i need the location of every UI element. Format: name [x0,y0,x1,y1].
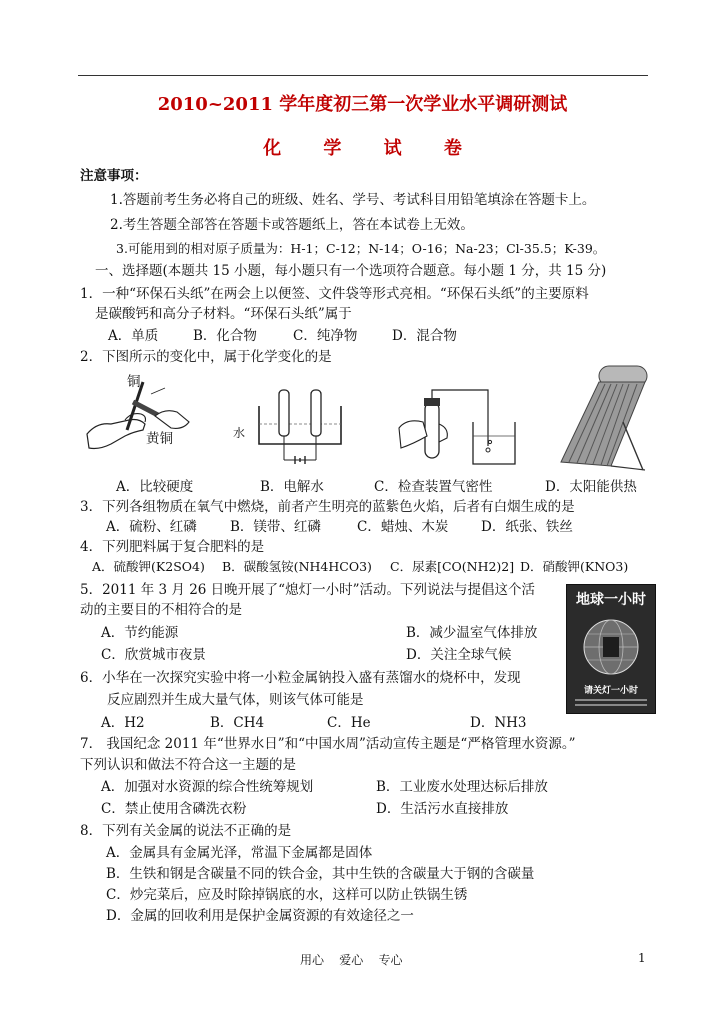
q6-option-c: C．He [327,715,371,731]
q3-option-c: C．蜡烛、木炭 [357,519,449,535]
q1-option-c: C．纯净物 [293,328,358,344]
q6-option-d: D．NH3 [470,715,527,731]
label-brass: 黄铜 [146,431,173,447]
q5-option-a: A．节约能源 [101,625,179,641]
q4-stem: 4．下列肥料属于复合肥料的是 [80,539,265,555]
label-copper: 铜 [127,374,141,390]
q1-stem-line1: 1．一种“环保石头纸”在两会上以便签、文件袋等形式亮相。“环保石头纸”的主要原料 [80,286,589,302]
q2-option-a: A．比较硬度 [116,479,194,495]
q7-option-b: B．工业废水处理达标后排放 [376,779,548,795]
notice-item-1: 1.答题前考生务必将自己的班级、姓名、学号、考试科目用铅笔填涂在答题卡上。 [110,192,596,208]
q7-stem-line1: 7． 我国纪念 2011 年“世界水日”和“中国水周”活动宣传主题是“严格管理水资源。” [80,736,576,752]
q8-option-b: B．生铁和钢是含碳量不同的铁合金，其中生铁的含碳量大于钢的含碳量 [106,866,535,882]
q1-stem-line2: 是碳酸钙和高分子材料。“环保石头纸”属于 [95,306,352,322]
q6-option-a: A．H2 [101,715,145,731]
q1-option-b: B．化合物 [193,328,257,344]
poster-title: 地球一小时 [576,592,646,608]
q7-stem-line2: 下列认识和做法不符合这一主题的是 [80,757,296,773]
q7-option-a: A．加强对水资源的综合性统筹规划 [101,779,314,795]
q3-option-d: D．纸张、铁丝 [481,519,573,535]
q3-option-b: B．镁带、红磷 [230,519,321,535]
exam-title: 2010~2011 学年度初三第一次学业水平调研测试 [157,94,568,115]
notice-item-3: 3.可能用到的相对原子质量为：H-1；C-12；N-14；O-16；Na-23；Cl-35.5；K-39。 [116,241,606,256]
exam-subject: 化 学 试 卷 [263,138,480,159]
q7-option-d: D．生活污水直接排放 [376,801,509,817]
q1-option-d: D．混合物 [392,328,457,344]
header-rule [78,75,648,76]
page-number: 1 [638,951,646,965]
solar-heater-figure [553,362,653,474]
q4-option-b: B．碳酸氢铵(NH4HCO3) [222,559,372,574]
q5-option-b: B．减少温室气体排放 [406,625,538,641]
earth-hour-poster [566,584,656,714]
footer-motto: 用心 爱心 专心 [300,953,403,967]
q8-option-c: C．炒完菜后，应及时除掉锅底的水，这样可以防止铁锅生锈 [106,887,468,903]
q4-option-d: D．硝酸钾(KNO3) [520,559,629,574]
q5-option-c: C．欣赏城市夜景 [101,647,206,663]
q6-stem-line2: 反应剧烈并生成大量气体，则该气体可能是 [107,692,364,708]
globe-icon [581,617,641,677]
q4-option-c: C．尿素[CO(NH2)2] [390,559,515,574]
q5-option-d: D．关注全球气候 [406,647,512,663]
q5-stem-line1: 5．2011 年 3 月 26 日晚开展了“熄灯一小时”活动。下列说法与提倡这个活 [80,582,535,598]
airtightness-check-figure [393,388,528,470]
q7-option-c: C．禁止使用含磷洗衣粉 [101,801,247,817]
label-water: 水 [233,426,246,440]
q8-option-a: A．金属具有金属光泽，常温下金属都是固体 [106,845,373,861]
q6-option-b: B．CH4 [210,715,265,731]
q8-stem: 8．下列有关金属的说法不正确的是 [80,823,292,839]
q3-stem: 3．下列各组物质在氧气中燃烧，前者产生明亮的蓝紫色火焰，后者有白烟生成的是 [80,499,575,515]
section1-heading: 一、选择题(本题共 15 小题，每小题只有一个选项符合题意。每小题 1 分，共 15 分) [95,263,607,279]
notice-item-2: 2.考生答题全部答在答题卡或答题纸上，答在本试卷上无效。 [110,217,474,233]
q2-option-c: C．检查装置气密性 [374,479,493,495]
q2-stem: 2．下图所示的变化中，属于化学变化的是 [80,349,332,365]
q5-stem-line2: 动的主要目的不相符合的是 [80,602,242,618]
electrolysis-figure [245,384,355,470]
q2-option-d: D．太阳能供热 [545,479,637,495]
poster-slogan: 请关灯一小时 [583,686,638,696]
q1-option-a: A．单质 [108,328,159,344]
q6-stem-line1: 6．小华在一次探究实验中将一小粒金属钠投入盛有蒸馏水的烧杯中，发现 [80,670,521,686]
notice-heading: 注意事项： [80,168,148,184]
q3-option-a: A．硫粉、红磷 [106,519,197,535]
q2-option-b: B．电解水 [260,479,324,495]
q8-option-d: D．金属的回收利用是保护金属资源的有效途径之一 [106,908,414,924]
q4-option-a: A．硫酸钾(K2SO4) [92,559,205,574]
